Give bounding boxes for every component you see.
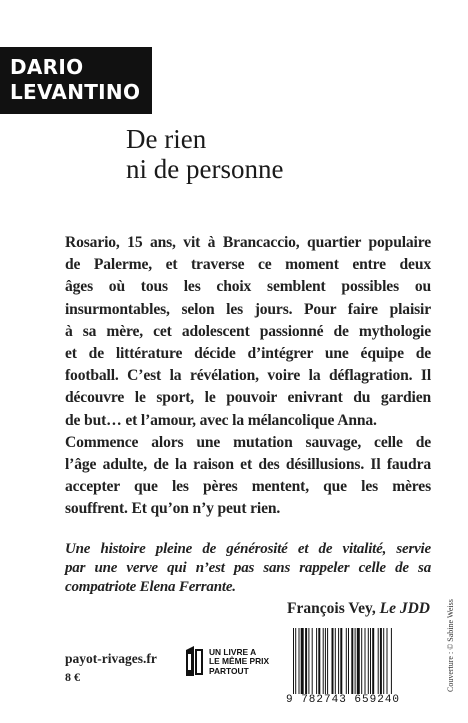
quote-line: compatriote Elena Ferrante. — [65, 579, 236, 595]
synopsis — [65, 232, 431, 521]
synopsis-line: Rosario, 15 ans, vit à Brancaccio, quartier populaire — [65, 234, 431, 251]
prix-unique-logo-icon — [184, 644, 204, 678]
prix-unique-label — [209, 648, 269, 676]
synopsis-line: l’âge adulte, de la raison et des désillusions. Il faudra — [65, 456, 431, 474]
synopsis-line: de Palerme, et traverse ce moment entre deux — [65, 256, 431, 274]
author-name-box — [0, 47, 152, 114]
synopsis-line: et de littérature décide d’intégrer une équipe de — [65, 345, 431, 363]
press-quote — [65, 540, 431, 597]
quote-attribution — [287, 600, 430, 618]
publisher-website: payot-rivages.fr — [65, 651, 157, 666]
quote-line: Une histoire pleine de générosité et de vitalité, servie — [65, 541, 431, 557]
isbn-number: 9 782743 659240 — [286, 694, 401, 706]
title-line-1: De rien — [126, 124, 207, 154]
synopsis-line: de but… et l’amour, avec la mélancolique Anna. — [65, 411, 377, 429]
prix-unique-line: LE MÊME PRIX — [209, 656, 270, 667]
title-line-2: ni de personne — [126, 154, 284, 184]
synopsis-line: âges où tous les choix semblent possibles ou — [65, 278, 431, 296]
attribution-name: François Vey, — [287, 600, 380, 617]
prix-unique-line: PARTOUT — [209, 665, 249, 676]
price: 8 € — [65, 670, 80, 684]
synopsis-line: Commence alors une mutation sauvage, celle de — [65, 433, 431, 451]
synopsis-line: insurmontables, selon les jours. Pour faire plaisir — [65, 300, 431, 318]
photo-credit: Couverture : © Sabine Weiss — [446, 599, 455, 692]
synopsis-line: souffrent. Et qu’on n’y peut rien. — [65, 500, 281, 518]
book-title — [126, 124, 283, 184]
synopsis-line: accepter que les pères mentent, que les mères — [65, 478, 431, 496]
author-first-name: DARIO — [10, 55, 84, 79]
synopsis-line: à sa mère, cet adolescent passionné de mythologie — [65, 322, 431, 340]
synopsis-line: football. C’est la révélation, voire la déflagration. Il — [65, 367, 431, 385]
synopsis-line: découvre le sport, le pouvoir enivrant du gardien — [65, 389, 431, 407]
quote-line: par une verve qui n’est pas sans rappeler celle de sa — [65, 560, 431, 576]
barcode — [291, 628, 428, 694]
prix-unique-line: UN LIVRE A — [209, 647, 257, 657]
author-last-name: LEVANTINO — [10, 80, 141, 104]
attribution-source: Le JDD — [379, 600, 430, 617]
